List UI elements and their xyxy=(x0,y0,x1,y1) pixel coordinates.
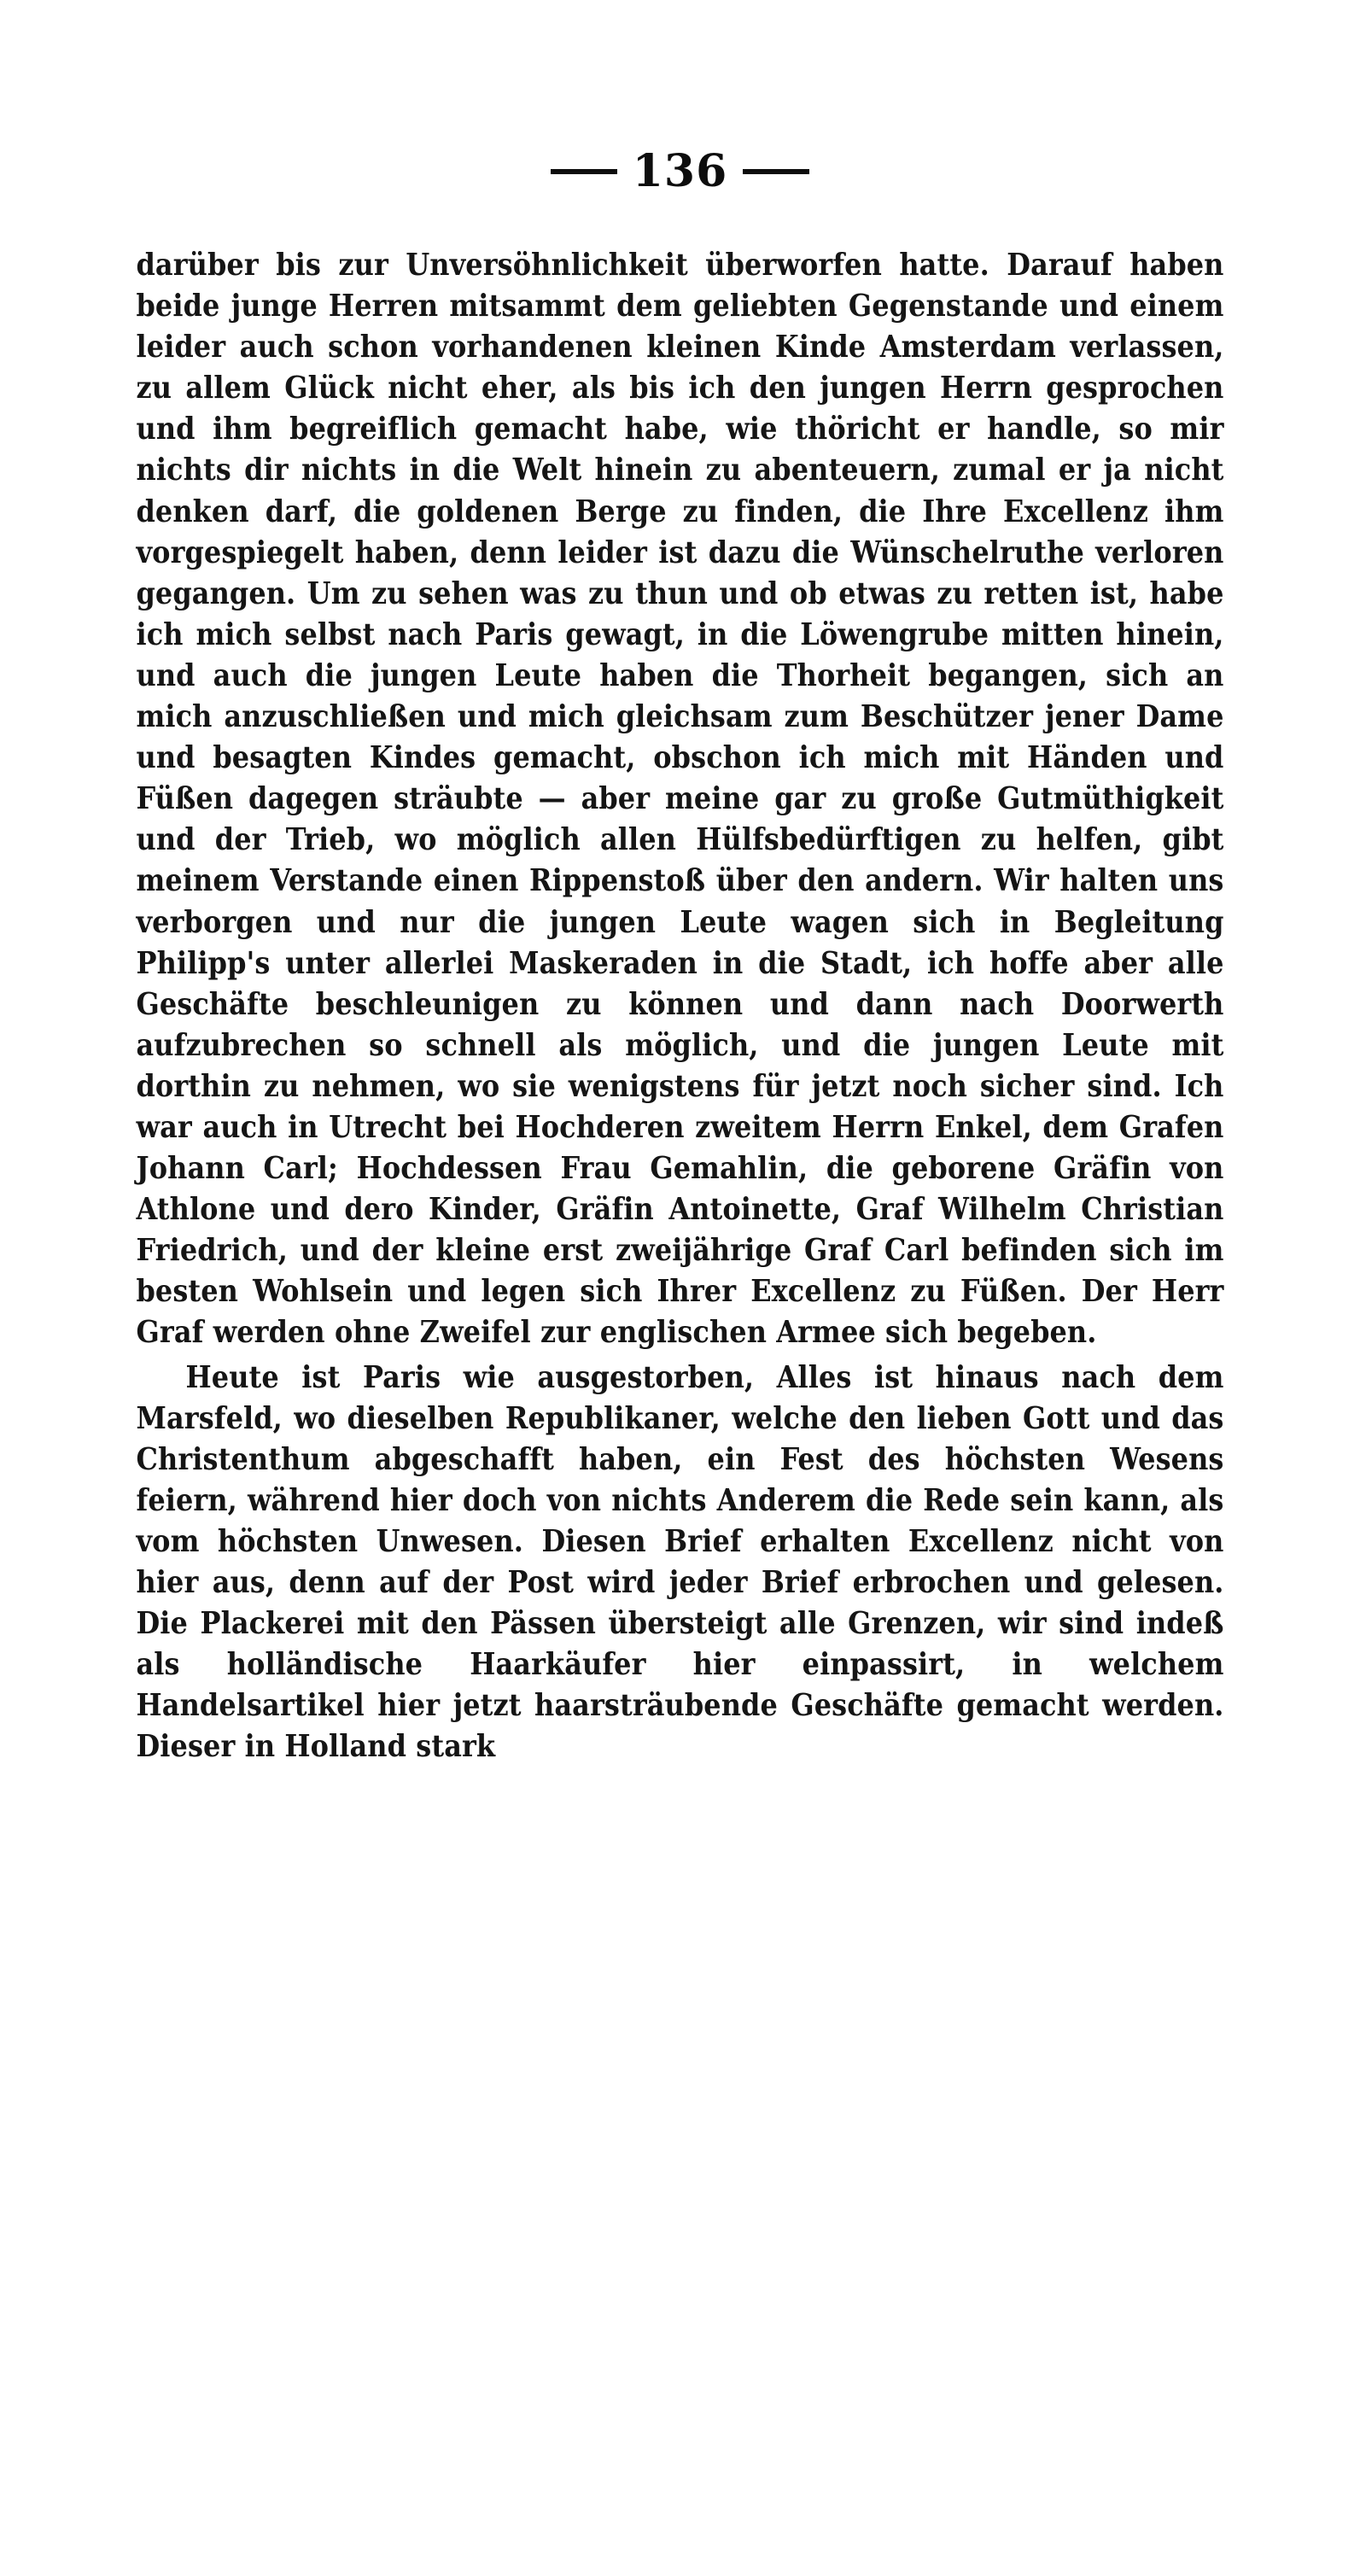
page-number: 136 xyxy=(632,145,728,197)
page-header xyxy=(0,145,1360,197)
body-text xyxy=(70,245,1291,1767)
paragraph: darüber bis zur Unversöhnlichkeit überworfen hatte. Darauf haben beide junge Herren mitsammt dem geliebten Gegenstande und einem leider auch schon vorhandenen kleinen Kinde Amsterdam verlassen, zu allem Glück nicht eher, als bis ich den jungen Herrn gesprochen und ihm begreiflich gemacht habe, wie thöricht er handle, so mir nichts dir nichts in die Welt hinein zu abenteuern, zumal er ja nicht denken darf, die goldenen Berge zu finden, die Ihre Excellenz ihm vorgespiegelt haben, denn leider ist dazu die Wünschelruthe verloren gegangen. Um zu sehen was zu thun und ob etwas zu retten ist, habe ich mich selbst nach Paris gewagt, in die Löwengrube mitten hinein, und auch die jungen Leute haben die Thorheit begangen, sich an mich anzuschließen und mich gleichsam zum Beschützer jener Dame und besagten Kindes gemacht, obschon ich mich mit Händen und Füßen dagegen sträubte — aber meine gar zu große Gutmüthigkeit und der Trieb, wo möglich allen Hülfsbedürftigen zu helfen, gibt meinem Verstande einen Rippenstoß über den andern. Wir halten uns verborgen und nur die jungen Leute wagen sich in Begleitung Philipp's unter allerlei Maskeraden in die Stadt, ich hoffe aber alle Geschäfte beschleunigen zu können und dann nach Doorwerth aufzubrechen so schnell als möglich, und die jungen Leute mit dorthin zu nehmen, wo sie wenigstens für jetzt noch sicher sind. Ich war auch in Utrecht bei Hochderen zweitem Herrn Enkel, dem Grafen Johann Carl; Hochdessen Frau Gemahlin, die geborene Gräfin von Athlone und dero Kinder, Gräfin Antoinette, Graf Wilhelm Christian Friedrich, und der kleine erst zweijährige Graf Carl befinden sich im besten Wohlsein und legen sich Ihrer Excellenz zu Füßen. Der Herr Graf werden ohne Zweifel zur englischen Armee sich begeben. xyxy=(136,248,1224,1351)
header-rule-right-icon xyxy=(743,169,809,174)
document-page xyxy=(0,145,1360,2576)
paragraph: Heute ist Paris wie ausgestorben, Alles ist hinaus nach dem Marsfeld, wo dieselben Republikaner, welche den lieben Gott und das Christenthum abgeschafft haben, ein Fest des höchsten Wesens feiern, während hier doch von nichts Anderem die Rede sein kann, als vom höchsten Unwesen. Diesen Brief erhalten Excellenz nicht von hier aus, denn auf der Post wird jeder Brief erbrochen und gelesen. Die Plackerei mit den Pässen übersteigt alle Grenzen, wir sind indeß als holländische Haarkäufer hier einpassirt, in welchem Handelsartikel hier jetzt haarsträubende Geschäfte gemacht werden. Dieser in Holland stark xyxy=(136,1359,1224,1765)
header-rule-left-icon xyxy=(551,169,617,174)
